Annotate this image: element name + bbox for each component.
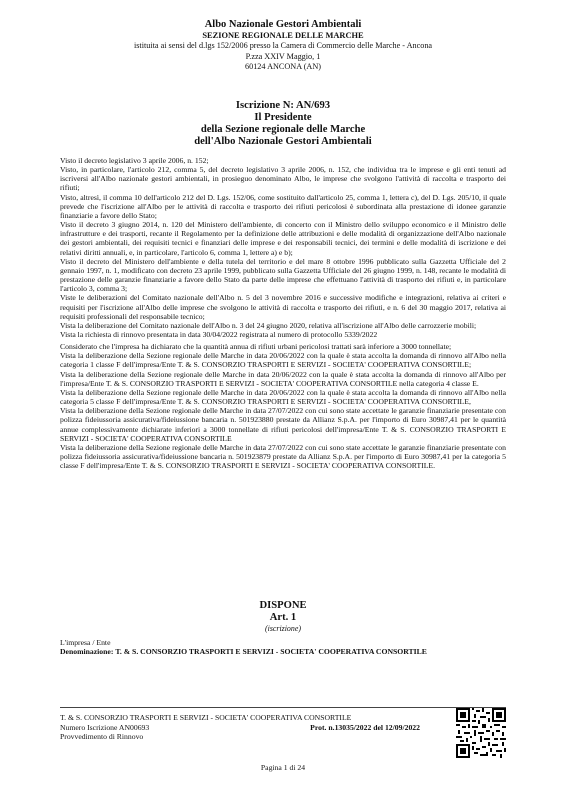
premise-paragraph: Visto il decreto legislativo 3 aprile 2006, n. 152; xyxy=(60,156,209,165)
denominazione-value: T. & S. CONSORZIO TRASPORTI E SERVIZI - SOCIETA' COOPERATIVA CONSORTILE xyxy=(115,647,427,657)
premise-paragraph: Considerato che l'impresa ha dichiarato che la quantità annua di rifiuti urbani pericolosi trattati sarà inferiore a 3000 tonnellate; xyxy=(60,342,452,352)
footer-number-row xyxy=(60,723,420,733)
premise-paragraph: Visto il decreto del Ministero dell'ambiente e della tutela del territorio e del mare 8 ottobre 1996 pubblicato sulla Gazzetta Ufficiale del 2 gennaio 1997, n. 1, modificato con decreto 23 aprile 1999, pubblicato sulla Gazzetta Ufficiale del 26 giugno 1999, n. 148, recante le modalità di prestazione delle garanzie finanziarie a favore dello Stato da parte delle imprese che effettuano l'attività di trasporto dei rifiuti e, in particolare l'articolo 3, comma 3; xyxy=(60,256,506,294)
premises-text xyxy=(60,156,506,470)
legal-basis: istituita ai sensi del d.lgs 152/2006 presso la Camera di Commercio delle Marche - Ancona xyxy=(133,41,433,50)
footer-divider xyxy=(60,707,506,708)
section-name: SEZIONE REGIONALE DELLE MARCHE xyxy=(202,30,364,40)
premise-paragraph: Vista la deliberazione della Sezione regionale delle Marche in data 27/07/2022 con cui sono state accettate le garanzie finanziarie presentate con polizza fideiussoria assicurativa/fideiussione bancaria n. 501923879 prestate da Allianz S.p.A. per l'importo di Euro 30987,41 per la categoria 5 classe F dell'impresa/Ente T. & S. CONSORZIO TRASPORTI E SERVIZI - SOCIETA' COOPERATIVA CONSORTILE. xyxy=(60,442,506,471)
premise-paragraph: Vista la deliberazione della Sezione regionale delle Marche in data 20/06/2022 con la quale è stata accolta la domanda di rinnovo all'Albo nella categoria 5 classe F dell'impresa/Ente T. & S. CONSORZIO TRASPORTI E SERVIZI - SOCIETA' COOPERATIVA CONSORTILE, xyxy=(60,387,506,407)
address-street: P.zza XXIV Maggio, 1 xyxy=(245,51,321,61)
document-header xyxy=(0,20,566,73)
iscrizione-number: Iscrizione N: AN/693 xyxy=(235,100,331,111)
article-subtitle: (iscrizione) xyxy=(265,624,301,633)
premise-paragraph: Vista la deliberazione del Comitato nazionale dell'Albo n. 3 del 24 giugno 2020, relativa all'iscrizione all'Albo delle carrozzerie mobili; xyxy=(60,320,477,330)
article-heading: Art. 1 xyxy=(269,611,297,623)
premise-paragraph: Vista la deliberazione della Sezione regionale delle Marche in data 27/07/2022 con cui sono state accettate le garanzie finanziarie presentate con polizza fideiussoria assicurativa/fideiussione bancaria n. 501923880 prestate da Allianz S.p.A. per l'importo di Euro 30987,41 per le quantità annue complessivamente dichiarate inferiori a 3000 tonnellate di rifiuti pericolosi dell'impresa/Ente T. & S. CONSORZIO TRASPORTI E SERVIZI - SOCIETA' COOPERATIVA CONSORTILE xyxy=(60,406,506,443)
impresa-label: L'impresa / Ente xyxy=(60,638,111,647)
albo-name: Albo Nazionale Gestori Ambientali xyxy=(204,19,362,30)
dispone-heading: DISPONE xyxy=(259,600,307,611)
footer-protocol: Prot. n.13035/2022 del 12/09/2022 xyxy=(310,722,420,732)
denominazione-row xyxy=(60,647,506,656)
premise-paragraph: Viste le deliberazioni del Comitato nazionale dell'Albo n. 5 del 3 novembre 2016 e successive modifiche e integrazioni, relativa ai criteri e requisiti per l'iscrizione all'Albo delle imprese che svolgono le attività di raccolta e trasporto dei rifiuti, e n. 6 del 30 maggio 2017, relativa ai requisiti professionali del responsabile tecnico; xyxy=(60,293,506,321)
page-number: Pagina 1 di 24 xyxy=(260,763,306,772)
premise-paragraph: Vista la deliberazione della Sezione regionale delle Marche in data 20/06/2022 con la quale è stata accolta la domanda di rinnovo all'Albo per l'impresa/Ente T. & S. CONSORZIO TRASPORTI E SERVIZI - SOCIETA' COOPERATIVA CONSORTILE nella categoria 4 classe E. xyxy=(60,369,506,388)
address-city: 60124 ANCONA (AN) xyxy=(245,62,321,71)
footer xyxy=(60,713,420,742)
premise-paragraph: Vista la deliberazione della Sezione regionale delle Marche in data 20/06/2022 con la quale è stata accolta la domanda di rinnovo all'Albo nella categoria 1 classe F dell'impresa/Ente T. & S. CONSORZIO TRASPORTI E SERVIZI - SOCIETA' COOPERATIVA CONSORTILE; xyxy=(60,351,506,370)
qr-code-icon xyxy=(456,708,506,758)
impresa-block xyxy=(60,638,506,656)
section-heading: della Sezione regionale delle Marche xyxy=(200,124,366,135)
denominazione-label: Denominazione: xyxy=(60,647,114,657)
footer-numero: Numero Iscrizione AN00693 xyxy=(60,722,150,732)
footer-company: T. & S. CONSORZIO TRASPORTI E SERVIZI - SOCIETA' COOPERATIVA CONSORTILE xyxy=(60,713,352,722)
dispone-section xyxy=(0,600,566,635)
footer-provvedimento: Provvedimento di Rinnovo xyxy=(60,732,144,742)
premise-paragraph: Visto il decreto 3 giugno 2014, n. 120 del Ministero dell'ambiente, di concerto con il Ministro dello sviluppo economico e il Ministro delle infrastrutture e dei trasporti, recante il Regolamento per la definizione delle attribuzioni e delle modalità di organizzazione dell'Albo nazionale dei gestori ambientali, dei requisiti tecnici e finanziari delle imprese e dei responsabili tecnici, dei termini e delle modalità di iscrizione e dei relativi diritti annuali, e, in particolare, l'articolo 6, comma 1, lettere a) e b); xyxy=(60,220,506,257)
president-heading: Il Presidente xyxy=(254,112,312,123)
premise-paragraph: Vista la richiesta di rinnovo presentata in data 30/04/2022 registrata al numero di protocollo 5339/2022 xyxy=(60,329,378,339)
premise-paragraph: Visto, in particolare, l'articolo 212, comma 5, del decreto legislativo 3 aprile 2006, n. 152, che individua tra le imprese e gli enti tenuti ad iscriversi all'Albo nazionale gestori ambientali, in prosieguo denominato Albo, le imprese che svolgono l'attività di raccolta e trasporto dei rifiuti; xyxy=(60,165,506,193)
albo-heading: dell'Albo Nazionale Gestori Ambientali xyxy=(194,136,372,147)
premise-paragraph: Visto, altresì, il comma 10 dell'articolo 212 del D. Lgs. 152/06, come sostituito dall'articolo 25, comma 1, lettera c), del D. Lgs. 205/10, il quale prevede che l'iscrizione all'Albo per le attività di raccolta e trasporto dei rifiuti pericolosi è subordinata alla prestazione di idonee garanzie finanziarie a favore dello Stato; xyxy=(60,192,506,220)
document-title xyxy=(0,100,566,148)
